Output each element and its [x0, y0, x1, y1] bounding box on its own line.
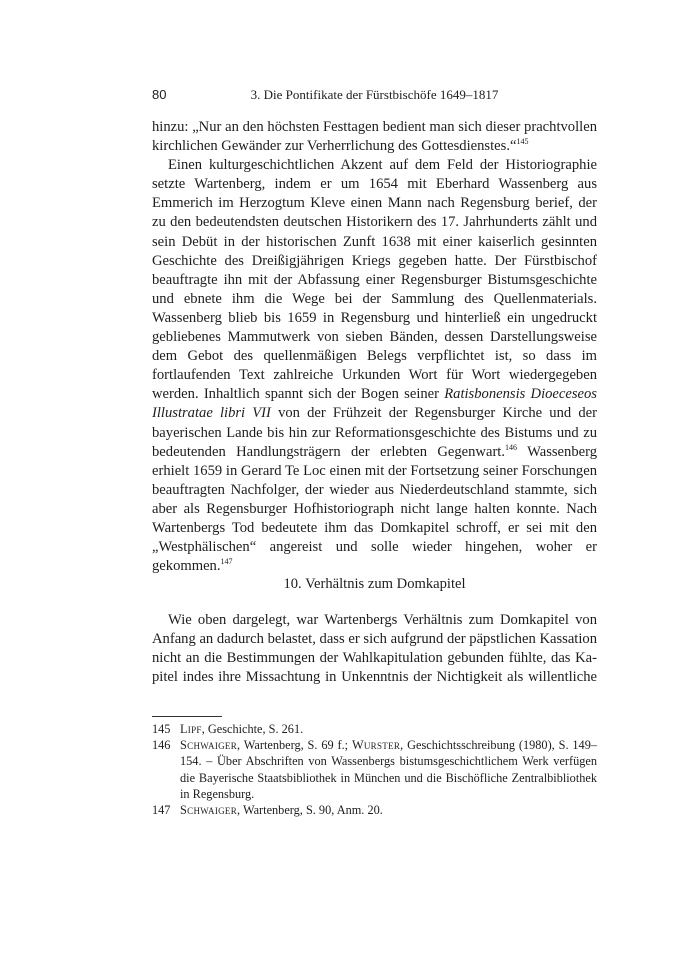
footnote-divider: [152, 716, 222, 717]
section-paragraph: Wie oben dargelegt, war Wartenbergs Verhältnis zum Domkapitel von Anfang an dadurch belastet, dass er sich aufgrund der päpstlichen Kassation nicht an die Bestimmungen der Wahlkapitulation gebunden fühlte, das Kapitel indes ihre Missachtung in Unkenntnis der Nichtigkeit als willentliche: [152, 612, 597, 686]
footnote-number: 146: [152, 738, 171, 753]
paragraph-2: [152, 156, 597, 576]
footnote-text-2: , Geschichtsschreibung (1980), S. 149–154. – Über Abschriften von Wassenbergs bistumsgeschichtlichem Werk verfügen die Bayerische Staatsbibliothek in München und die Bischöfliche Zentralbibliothek in Regensburg.: [180, 738, 597, 801]
footnote-ref-147[interactable]: 147: [220, 557, 233, 567]
footnotes: [152, 721, 597, 818]
footnote-text: , Wartenberg, S. 69 f.;: [237, 738, 352, 753]
section-heading: 10. Verhältnis zum Domkapitel: [283, 576, 466, 592]
paragraph-1-text: hinzu: „Nur an den höchsten Festtagen bedient man sich dieser prachtvollen kirchlichen Gewänder zur Verherrlichung des Gottesdienstes.“: [152, 119, 597, 155]
paragraph-2-text-a: Einen kulturgeschichtlichen Akzent auf dem Feld der Historiographie setzte Wartenberg, indem er um 1654 mit Eberhard Wassenberg aus Emmerich im Herzogtum Kleve einen Mann nach Regensburg berief, der zu den bedeutendsten deutschen Historikern des 17. Jahrhunderts zählt und sein Debüt in der historischen Zunft 1638 mit einer kaiserlich gesinnten Geschichte des Dreißigjährigen Kriegs gegeben hatte. Der Fürstbischof beauftragte ihn mit der Abfassung einer Regensburger Bistumsgeschichte und ebnete ihm die Wege bei der Sammlung des Quellenmaterials. Wassenberg blieb bis 1659 in Regensburg und hinterließ ein ungedruckt gebliebenes Mammutwerk von sieben Bänden, dessen Darstellungsweise dem Gebot des quellenmäßigen Belegs verpflichtet ist, so dass im fortlaufenden Text zahlreiche Urkunden Wort für Wort wiedergegeben werden. Inhaltlich spannt sich der Bogen seiner: [152, 157, 597, 403]
book-title-italic: Ratisbonensis Dioeceseos Illustratae libri VII: [152, 386, 597, 422]
footnote-number: 145: [152, 722, 171, 736]
footnote-author: Schwaiger: [180, 738, 238, 753]
section-text: [152, 611, 597, 687]
paragraph-2-text-b: von der Frühzeit der Regensburger Kirche und der bayerischen Lande bis hin zur Reformationsgeschichte des Bistums und zu bedeutenden Handlungsträgern der erlebten Gegenwart.: [152, 405, 597, 460]
paragraph-2-text-c: Wassenberg erhielt 1659 in Gerard Te Loc einen mit der Fortsetzung seiner Forschungen beauftragten Nachfolger, der wieder aus Niederdeutschland stammte, sich aber als Regensburger Hofhistoriograph nicht lange halten konnte. Nach Wartenbergs Tod bedeutete ihm das Domkapitel schroff, er sei mit den „Westphälischen“ angereist und solle wieder hingehen, woher er gekommen.: [152, 443, 597, 575]
footnote-text: , Geschichte, S. 261.: [201, 722, 304, 736]
page-header: [152, 87, 597, 105]
footnote-146: [152, 737, 597, 802]
footnote-145: [152, 721, 597, 737]
footnote-number: 147: [152, 803, 171, 818]
body-text: [152, 118, 597, 576]
footnote-author-2: Wurster: [351, 738, 401, 753]
page-number: 80: [152, 87, 167, 102]
footnote-text: , Wartenberg, S. 90, Anm. 20.: [237, 803, 383, 818]
footnote-147: [152, 802, 597, 818]
footnote-author: Lipf: [180, 722, 202, 736]
footnote-ref-146[interactable]: 146: [505, 442, 518, 452]
paragraph-1: [152, 118, 597, 156]
running-head: 3. Die Pontifikate der Fürstbischöfe 1649–1817: [250, 87, 499, 102]
footnote-ref-145[interactable]: 145: [516, 137, 529, 147]
footnote-author: Schwaiger: [180, 803, 238, 818]
